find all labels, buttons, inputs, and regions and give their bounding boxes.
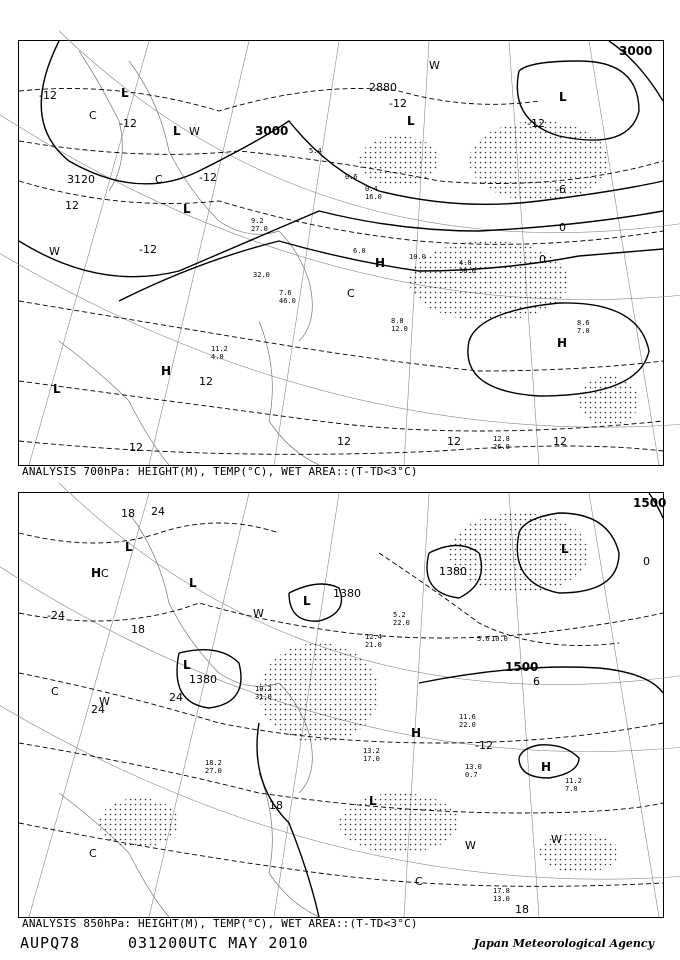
station-value: 12.0 bbox=[391, 325, 408, 333]
low-center: L bbox=[189, 576, 197, 590]
station-value: 0.4 bbox=[365, 185, 378, 193]
station-value: 6.0 bbox=[353, 247, 366, 255]
station-value: 13.0 bbox=[493, 895, 510, 903]
isotherm-label: 6 bbox=[533, 675, 540, 688]
caption-700hpa: ANALYSIS 700hPa: HEIGHT(M), TEMP(°C), WET AREA::(T-TD<3°C) bbox=[22, 465, 418, 478]
wet-area bbox=[359, 121, 639, 426]
isotherm-label: -12 bbox=[475, 739, 493, 752]
isotherm-label: -24 bbox=[47, 609, 65, 622]
height-label: 1380 bbox=[189, 673, 217, 686]
isotherm-label: -12 bbox=[39, 89, 57, 102]
high-center: H bbox=[375, 256, 386, 270]
low-center: L bbox=[559, 90, 567, 104]
isotherm-label: 24 bbox=[91, 703, 105, 716]
station-value: 11.2 bbox=[211, 345, 228, 353]
map-panel-700hpa bbox=[18, 40, 664, 466]
station-value: 11.6 bbox=[459, 713, 476, 721]
height-label: 3000 bbox=[619, 44, 653, 58]
station-value: 7.6 bbox=[279, 289, 292, 297]
agency-name: Japan Meteorological Agency bbox=[473, 937, 654, 950]
isotherm-label: 24 bbox=[169, 691, 183, 704]
height-label: 3120 bbox=[67, 173, 95, 186]
map-panel-850hpa bbox=[18, 492, 667, 918]
station-value: 5.2 bbox=[393, 611, 406, 619]
station-value: 13.0 bbox=[465, 763, 482, 771]
station-value: 5.6 bbox=[477, 635, 490, 643]
isotherm-label: -12 bbox=[527, 117, 545, 130]
isotherm-label: -12 bbox=[139, 243, 157, 256]
station-value: 18.2 bbox=[205, 759, 222, 767]
high-center: H bbox=[557, 336, 568, 350]
station-value: 46.0 bbox=[279, 297, 296, 305]
low-center: L bbox=[121, 86, 129, 100]
station-value: 4.0 bbox=[459, 259, 472, 267]
station-value: 32.0 bbox=[253, 271, 270, 279]
station-value: 17.8 bbox=[493, 887, 510, 895]
high-center: H bbox=[91, 566, 102, 580]
station-value: 4.0 bbox=[211, 353, 224, 361]
isotherm-label: 18 bbox=[121, 507, 135, 520]
high-center: H bbox=[541, 760, 552, 774]
station-value: 19.2 bbox=[255, 685, 272, 693]
low-center: L bbox=[173, 124, 181, 138]
warm-center: W bbox=[253, 607, 264, 620]
low-center: L bbox=[369, 794, 377, 808]
station-value: 17.0 bbox=[363, 755, 380, 763]
isotherm-label: 18 bbox=[515, 903, 529, 916]
map-700hpa bbox=[19, 41, 663, 465]
cold-center: C bbox=[415, 875, 423, 888]
isotherm-label: 12 bbox=[337, 435, 351, 448]
graticule bbox=[0, 31, 680, 465]
station-value: 7.0 bbox=[577, 327, 590, 335]
warm-center: W bbox=[551, 833, 562, 846]
height-label: 1500 bbox=[505, 660, 539, 674]
isotherm-label: -6 bbox=[555, 183, 566, 196]
station-value: 8.6 bbox=[577, 319, 590, 327]
station-value: 22.0 bbox=[393, 619, 410, 627]
station-value: 21.0 bbox=[365, 641, 382, 649]
isotherm-label: -12 bbox=[119, 117, 137, 130]
station-value: 9.2 bbox=[251, 217, 264, 225]
isotherm-label: 0 bbox=[559, 221, 566, 234]
isotherm-label: 0 bbox=[539, 253, 546, 266]
isotherm-label: -12 bbox=[389, 97, 407, 110]
low-center: L bbox=[407, 114, 415, 128]
low-center: L bbox=[303, 594, 311, 608]
cold-center: C bbox=[51, 685, 59, 698]
cold-center: C bbox=[89, 109, 97, 122]
station-value: 10.0 bbox=[409, 253, 426, 261]
isotherm-label: 12 bbox=[553, 435, 567, 448]
height-label: 1500 bbox=[633, 496, 667, 510]
isotherm-label: 24 bbox=[151, 505, 165, 518]
station-value: 7.0 bbox=[565, 785, 578, 793]
station-value: 12.8 bbox=[493, 435, 510, 443]
isotherm-label: -12 bbox=[199, 171, 217, 184]
isotherm-label: 12 bbox=[447, 435, 461, 448]
map-850hpa bbox=[19, 493, 667, 917]
low-center: L bbox=[183, 202, 191, 216]
station-value: 11.2 bbox=[565, 777, 582, 785]
warm-center: W bbox=[189, 125, 200, 138]
height-label: 1380 bbox=[439, 565, 467, 578]
warm-center: W bbox=[49, 245, 60, 258]
station-value: 31.0 bbox=[255, 693, 272, 701]
station-value: 8.8 bbox=[391, 317, 404, 325]
station-value: 27.0 bbox=[205, 767, 222, 775]
isotherm-label: 18 bbox=[269, 799, 283, 812]
station-value: 22.0 bbox=[459, 721, 476, 729]
station-value: 38.0 bbox=[459, 267, 476, 275]
isotherm-label: 0 bbox=[643, 555, 650, 568]
low-center: L bbox=[53, 382, 61, 396]
caption-850hpa: ANALYSIS 850hPa: HEIGHT(M), TEMP(°C), WET AREA::(T-TD<3°C) bbox=[22, 917, 418, 930]
station-value: 16.0 bbox=[365, 193, 382, 201]
chart-code: AUPQ78 bbox=[20, 934, 81, 952]
low-center: L bbox=[183, 658, 191, 672]
station-value: 12.4 bbox=[365, 633, 382, 641]
isotherm-label: 12 bbox=[65, 199, 79, 212]
cold-center: C bbox=[89, 847, 97, 860]
station-value: 0.7 bbox=[465, 771, 478, 779]
coastline bbox=[59, 51, 319, 465]
cold-center: C bbox=[347, 287, 355, 300]
warm-center: W bbox=[465, 839, 476, 852]
station-value: 5.4 bbox=[309, 147, 322, 155]
high-center: H bbox=[411, 726, 422, 740]
cold-center: C bbox=[101, 567, 109, 580]
cold-center: C bbox=[155, 173, 163, 186]
low-center: L bbox=[125, 540, 133, 554]
station-value: 10.0 bbox=[491, 635, 508, 643]
isotherm-label: 12 bbox=[199, 375, 213, 388]
station-value: 27.0 bbox=[251, 225, 268, 233]
height-label: 3000 bbox=[255, 124, 289, 138]
station-value: 26.0 bbox=[493, 443, 510, 451]
station-value: 0.6 bbox=[345, 173, 358, 181]
high-center: H bbox=[161, 364, 172, 378]
valid-time: 031200UTC MAY 2010 bbox=[128, 934, 309, 952]
height-label: 2880 bbox=[369, 81, 397, 94]
isotherm-label: 12 bbox=[129, 441, 143, 454]
isotherm-label: 18 bbox=[131, 623, 145, 636]
low-center: L bbox=[561, 542, 569, 556]
height-label: 1380 bbox=[333, 587, 361, 600]
warm-center: W bbox=[99, 695, 110, 708]
warm-center: W bbox=[429, 59, 440, 72]
station-value: 13.2 bbox=[363, 747, 380, 755]
